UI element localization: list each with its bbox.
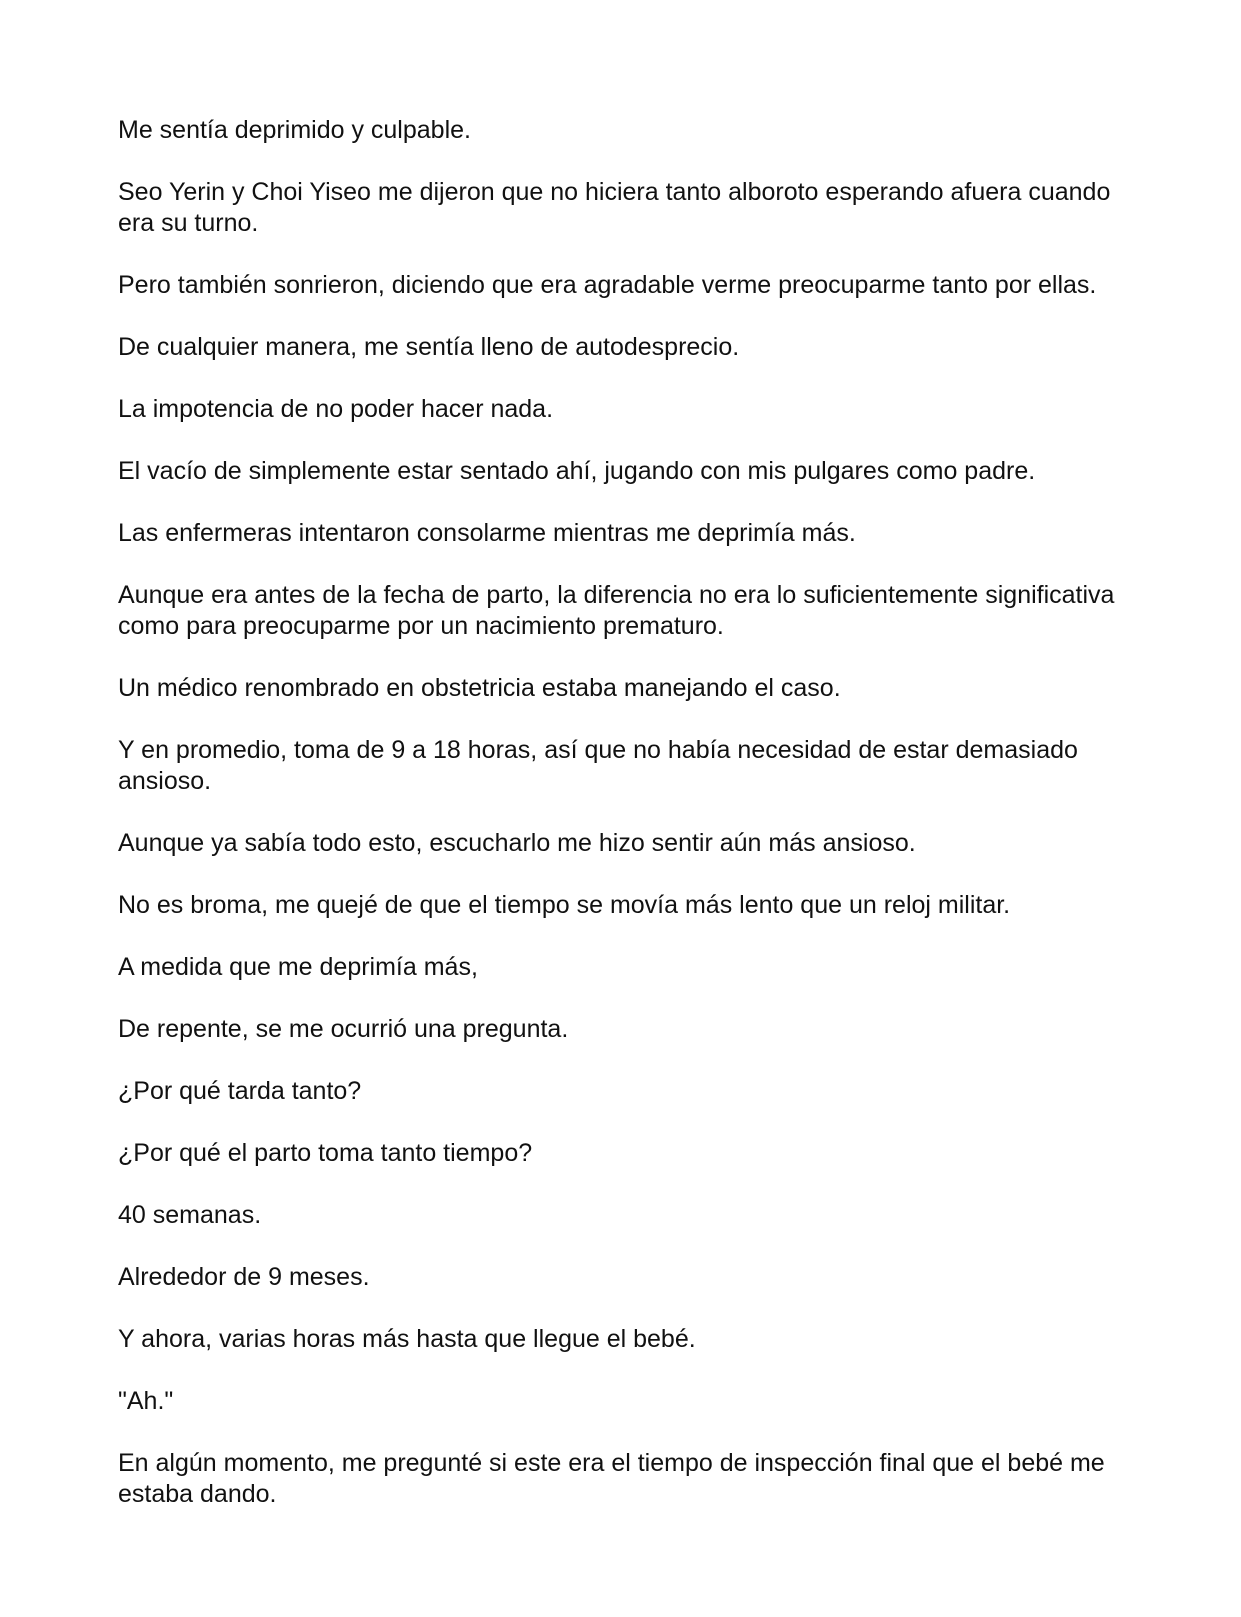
paragraph: De cualquier manera, me sentía lleno de autodesprecio.	[118, 333, 740, 361]
paragraph: No es broma, me quejé de que el tiempo se movía más lento que un reloj militar.	[118, 891, 1011, 919]
paragraph: Seo Yerin y Choi Yiseo me dijeron que no hiciera tanto alboroto esperando afuera cuando era su turno.	[118, 178, 1111, 237]
paragraph: A medida que me deprimía más,	[118, 953, 478, 981]
paragraph: Alrededor de 9 meses.	[118, 1263, 370, 1291]
paragraph: Y ahora, varias horas más hasta que llegue el bebé.	[118, 1325, 696, 1353]
paragraph: 40 semanas.	[118, 1201, 262, 1229]
paragraph: En algún momento, me pregunté si este era el tiempo de inspección final que el bebé me estaba dando.	[118, 1449, 1105, 1508]
paragraph: Un médico renombrado en obstetricia estaba manejando el caso.	[118, 674, 841, 702]
paragraph: La impotencia de no poder hacer nada.	[118, 395, 554, 423]
paragraph: De repente, se me ocurrió una pregunta.	[118, 1015, 569, 1043]
document-body	[118, 115, 1128, 1541]
paragraph: El vacío de simplemente estar sentado ahí, jugando con mis pulgares como padre.	[118, 457, 1036, 485]
paragraph: Y en promedio, toma de 9 a 18 horas, así que no había necesidad de estar demasiado ansioso.	[118, 736, 1078, 795]
paragraph: Aunque ya sabía todo esto, escucharlo me hizo sentir aún más ansioso.	[118, 829, 916, 857]
paragraph: Las enfermeras intentaron consolarme mientras me deprimía más.	[118, 519, 856, 547]
paragraph: Pero también sonrieron, diciendo que era agradable verme preocuparme tanto por ellas.	[118, 271, 1097, 299]
paragraph: "Ah."	[118, 1387, 174, 1415]
paragraph: Me sentía deprimido y culpable.	[118, 116, 471, 144]
paragraph: ¿Por qué el parto toma tanto tiempo?	[118, 1139, 533, 1167]
paragraph: Aunque era antes de la fecha de parto, la diferencia no era lo suficientemente significativa como para preocuparme por un nacimiento prematuro.	[118, 581, 1115, 640]
paragraph: ¿Por qué tarda tanto?	[118, 1077, 362, 1105]
